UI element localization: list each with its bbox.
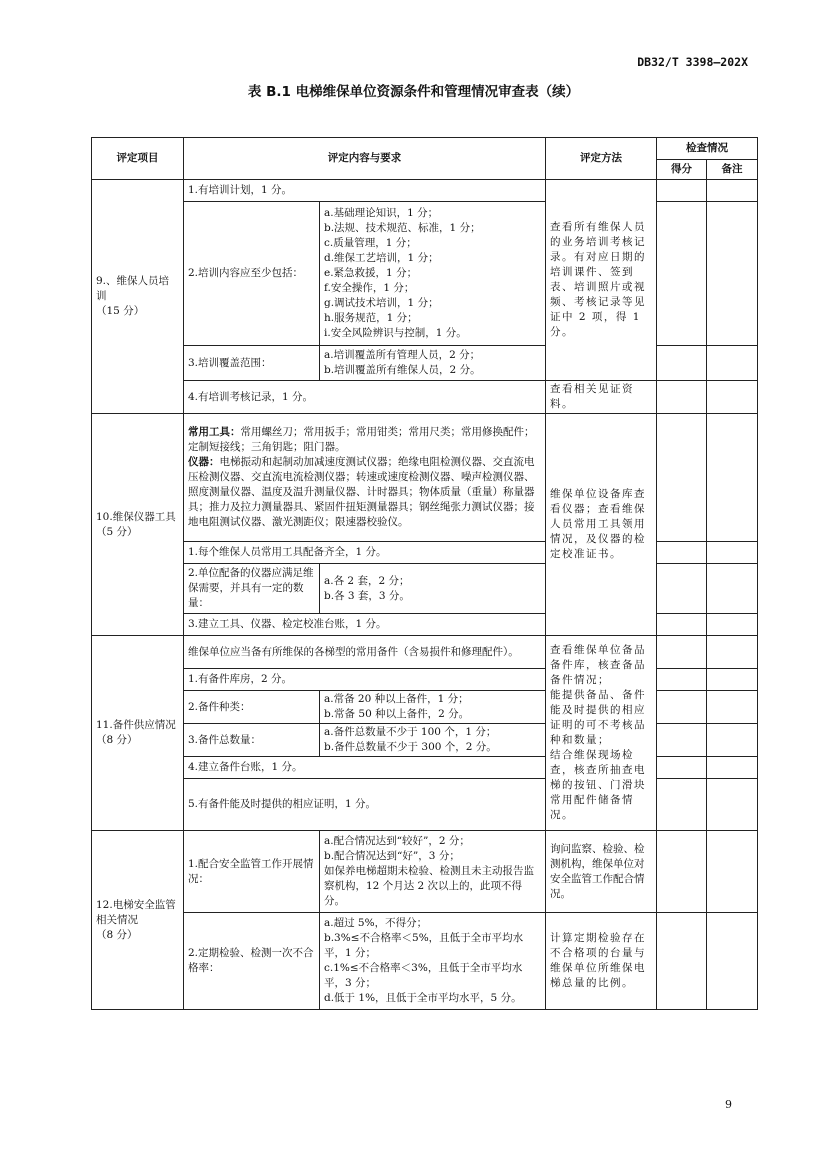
- table-title: 表 B.1 电梯维保单位资源条件和管理情况审查表（续）: [247, 84, 580, 100]
- col-note-header: 备注: [707, 160, 758, 180]
- item-11-req-4: 4.建立备件台账，1 分。: [184, 757, 546, 779]
- tools-text: 常用螺丝刀；常用扳手；常用钳类；常用尺类；常用修换配件；定制短接线；三角钥匙；阻门器。: [188, 426, 535, 453]
- item-10-score-1: [657, 542, 707, 564]
- tools-label: 常用工具：: [188, 426, 241, 438]
- item-12-points: （8 分）: [96, 928, 138, 941]
- item-9-points: （15 分）: [96, 305, 145, 317]
- item-11-score-5: [657, 779, 707, 831]
- item-11-note-0: [707, 636, 758, 669]
- item-9-req-4: 4.有培训考核记录，1 分。: [184, 381, 546, 414]
- item-10-req-2: 2.单位配备的仪器应满足维保需要，并具有一定的数量：: [184, 564, 320, 614]
- item-11-points: （8 分）: [96, 734, 138, 746]
- item-10-note-3: [707, 614, 758, 636]
- item-9-score-2: [657, 202, 707, 346]
- item-9-req-2: 2.培训内容应至少包括：: [184, 202, 320, 346]
- item-11-method: 查看维保单位备品备件库，核查备品备件情况； 能提供备品、备件能及时提供的相应证明的可不考核品种和数量； 结合维保现场检查，核查所抽查电梯的按钮、门滑块常用配件储备情况。: [546, 636, 657, 831]
- item-10-name: 10.维保仪器工具: [96, 510, 176, 523]
- item-11-note-2: [707, 691, 758, 724]
- item-10-points: （5 分）: [96, 525, 138, 538]
- item-11-name: 11.备件供应情况: [96, 719, 176, 731]
- item-10-score-0: [657, 414, 707, 542]
- item-9-method-2: 查看相关见证资料。: [546, 381, 657, 414]
- col-item-header: 评定项目: [92, 138, 184, 180]
- item-11-note-3: [707, 724, 758, 757]
- item-9-note-3: [707, 346, 758, 381]
- item-11-score-3: [657, 724, 707, 757]
- item-10-req-3: 3.建立工具、仪器、检定校准台账，1 分。: [184, 614, 546, 636]
- item-9-method-1: 查看所有维保人员的业务培训考核记录。有对应日期的培训课件、签到表、培训照片或视频、考核记录等见证中 2 项，得 1 分。: [546, 180, 657, 381]
- item-11-score-2: [657, 691, 707, 724]
- item-12-note-2: [707, 913, 758, 1010]
- item-9-note-4: [707, 381, 758, 414]
- item-10-req-1: 1.每个维保人员常用工具配备齐全，1 分。: [184, 542, 546, 564]
- item-12-score-1: [657, 831, 707, 913]
- item-10-note-2: [707, 564, 758, 614]
- item-11-score-1: [657, 669, 707, 691]
- col-check-header: 检查情况: [657, 138, 758, 160]
- item-11-req-3-items: a.备件总数量不少于 100 个，1 分； b.备件总数量不少于 300 个，2 分。: [320, 724, 546, 757]
- item-11-score-0: [657, 636, 707, 669]
- item-11-score-4: [657, 757, 707, 779]
- item-12-method-1: 询问监察、检验、检测机构，维保单位对安全监管工作配合情况。: [546, 831, 657, 913]
- item-9-note-2: [707, 202, 758, 346]
- item-9-score-1: [657, 180, 707, 202]
- item-9-score-3: [657, 346, 707, 381]
- item-11-note-4: [707, 757, 758, 779]
- item-9-req-2-items: a.基础理论知识，1 分； b.法规、技术规范、标准，1 分； c.质量管理，1 分； d.维保工艺培训，1 分； e.紧急救援，1 分； f.安全操作，1 分； g.调试技术培训，1 分； h.服务规范，1 分； i.安全风险辨识与控制，1 分。: [320, 202, 546, 346]
- item-12-req-1: 1.配合安全监管工作开展情况：: [184, 831, 320, 913]
- item-11-req-2-items: a.常备 20 种以上备件，1 分； b.常备 50 种以上备件，2 分。: [320, 691, 546, 724]
- item-11-req-3: 3.备件总数量：: [184, 724, 320, 757]
- page-number: 9: [725, 1098, 732, 1111]
- item-11-note-5: [707, 779, 758, 831]
- item-10-note-1: [707, 542, 758, 564]
- item-12-cell: [92, 831, 184, 1010]
- col-score-header: 得分: [657, 160, 707, 180]
- item-10-note-0: [707, 414, 758, 542]
- item-12-method-2: 计算定期检验存在不合格项的台量与维保单位所维保电梯总量的比例。: [546, 913, 657, 1010]
- item-11-req-5: 5.有备件能及时提供的相应证明，1 分。: [184, 779, 546, 831]
- item-11-req-1: 1.有备件库房，2 分。: [184, 669, 546, 691]
- item-12-req-2-items: a.超过 5%，不得分； b.3%≤不合格率＜5%，且低于全市平均水平，1 分； c.1%≤不合格率＜3%，且低于全市平均水平，3 分； d.低于 1%，且低于全市平均水平，5 分。: [320, 913, 546, 1010]
- item-9-cell: [92, 180, 184, 414]
- item-11-note-1: [707, 669, 758, 691]
- col-method-header: 评定方法: [546, 138, 657, 180]
- item-10-equipment-list: [184, 414, 546, 542]
- item-12-note-1: [707, 831, 758, 913]
- item-12-score-2: [657, 913, 707, 1010]
- document-number: DB32/T 3398—202X: [637, 55, 748, 69]
- item-10-cell: [92, 414, 184, 636]
- instruments-label: 仪器：: [188, 456, 220, 468]
- item-9-score-4: [657, 381, 707, 414]
- review-table: [91, 137, 758, 1010]
- item-9-req-3: 3.培训覆盖范围：: [184, 346, 320, 381]
- item-12-req-1-items: a.配合情况达到“较好”，2 分； b.配合情况达到“好”，3 分； 如保养电梯超期未检验、检测且未主动报告监察机构，12 个月达 2 次以上的，此项不得分。: [320, 831, 546, 913]
- item-10-score-3: [657, 614, 707, 636]
- item-9-req-3-items: a.培训覆盖所有管理人员，2 分； b.培训覆盖所有维保人员，2 分。: [320, 346, 546, 381]
- col-content-header: 评定内容与要求: [184, 138, 546, 180]
- item-12-name: 12.电梯安全监管相关情况: [96, 898, 176, 926]
- item-11-intro: 维保单位应当备有所维保的各梯型的常用备件（含易损件和修理配件）。: [184, 636, 546, 669]
- item-12-req-2: 2.定期检验、检测一次不合格率：: [184, 913, 320, 1010]
- item-11-cell: [92, 636, 184, 831]
- item-9-req-1: 1.有培训计划，1 分。: [184, 180, 546, 202]
- item-11-req-2: 2.备件种类：: [184, 691, 320, 724]
- item-9-name: 9.、维保人员培训: [96, 275, 170, 302]
- item-10-score-2: [657, 564, 707, 614]
- item-9-note-1: [707, 180, 758, 202]
- item-10-method: 维保单位设备库查看仪器；查看维保人员常用工具领用情况，及仪器的检定校准证书。: [546, 414, 657, 636]
- instruments-text: 电梯振动和起制动加减速度测试仪器；绝缘电阻检测仪器、交直流电压检测仪器、交直流电流检测仪器；转速或速度检测仪器、噪声检测仪器、照度测量仪器、温度及温升测量仪器、计时器具；物体质量（重量）称量器具；推力及拉力测量器具、紧固件扭矩测量器具；钢丝绳张力测试仪器；接地电阻测试仪器、激光测距仪；限速器校验仪。: [188, 456, 535, 528]
- item-10-req-2-items: a.各 2 套，2 分； b.各 3 套，3 分。: [320, 564, 546, 614]
